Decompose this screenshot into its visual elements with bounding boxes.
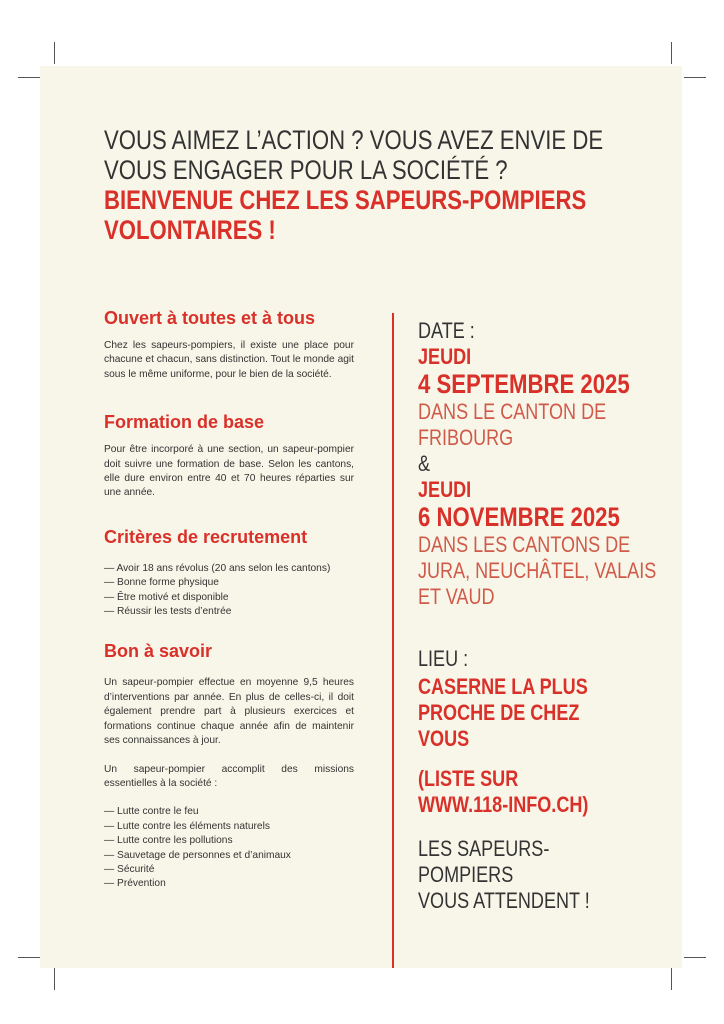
event-date: 4 SEPTEMBRE 2025 bbox=[418, 369, 630, 399]
event-place: JURA, NEUCHÂTEL, VALAIS bbox=[418, 558, 657, 583]
list-item: — Lutte contre les éléments naturels bbox=[104, 820, 354, 834]
day-label: JEUDI bbox=[418, 344, 472, 369]
event-place: ET VAUD bbox=[418, 584, 495, 609]
crop-mark bbox=[671, 42, 672, 64]
event-place: DANS LE CANTON DE bbox=[418, 399, 607, 424]
list-link-text: WWW.118-INFO.CH) bbox=[418, 792, 589, 817]
list-item: — Être motivé et disponible bbox=[104, 591, 354, 605]
section-text-bon: Un sapeur-pompier effectue en moyenne 9,5 heures d’interventions par année. En plus de celles-ci, il doit également prendre part à plusieurs exercices et formations continue chaque année afin de maintenir ses connaissances à jour. bbox=[104, 677, 354, 747]
closing-text: POMPIERS bbox=[418, 862, 514, 887]
info-column bbox=[104, 308, 354, 892]
column-divider bbox=[392, 313, 394, 968]
ampersand: & bbox=[418, 451, 431, 476]
section-title-formation: Formation de base bbox=[104, 412, 265, 433]
date-label: DATE : bbox=[418, 318, 475, 343]
day-label: JEUDI bbox=[418, 477, 472, 502]
crop-mark bbox=[684, 77, 706, 78]
list-item: — Lutte contre le feu bbox=[104, 805, 354, 819]
crop-mark bbox=[671, 968, 672, 990]
missions-list bbox=[104, 805, 354, 891]
criteria-list bbox=[104, 562, 354, 620]
lieu-text: CASERNE LA PLUS bbox=[418, 674, 588, 699]
section-title-ouvert: Ouvert à toutes et à tous bbox=[104, 308, 316, 328]
headline-line: VOUS ENGAGER POUR LA SOCIÉTÉ ? bbox=[104, 155, 508, 185]
section-title-criteres: Critères de recrutement bbox=[104, 526, 308, 547]
headline-line: VOUS AIMEZ L’ACTION ? VOUS AVEZ ENVIE DE bbox=[104, 125, 604, 155]
event-place: FRIBOURG bbox=[418, 425, 514, 450]
section-text-formation: Pour être incorporé à une section, un sapeur-pompier doit suivre une formation de base. Selon les cantons, elle dure environ entre 40 et 70 heures réparties sur une année. bbox=[104, 444, 354, 499]
headline bbox=[104, 125, 662, 245]
list-item: — Avoir 18 ans révolus (20 ans selon les cantons) bbox=[104, 562, 354, 576]
crop-mark bbox=[54, 42, 55, 64]
crop-mark bbox=[18, 77, 40, 78]
headline-highlight: BIENVENUE CHEZ LES SAPEURS-POMPIERS bbox=[104, 185, 587, 215]
headline-highlight: VOLONTAIRES ! bbox=[104, 215, 276, 245]
list-item: — Réussir les tests d’entrée bbox=[104, 605, 354, 619]
list-item: — Bonne forme physique bbox=[104, 576, 354, 590]
list-link-text: (LISTE SUR bbox=[418, 766, 519, 791]
list-item: — Sécurité bbox=[104, 863, 354, 877]
event-date: 6 NOVEMBRE 2025 bbox=[418, 502, 620, 532]
lieu-label: LIEU : bbox=[418, 646, 469, 671]
list-item: — Prévention bbox=[104, 877, 354, 891]
crop-mark bbox=[18, 957, 40, 958]
list-item: — Lutte contre les pollutions bbox=[104, 834, 354, 848]
closing-text: VOUS ATTENDENT ! bbox=[418, 888, 590, 913]
list-item: — Sauvetage de personnes et d’animaux bbox=[104, 849, 354, 863]
closing-text: LES SAPEURS- bbox=[418, 836, 550, 861]
section-text-missions: Un sapeur-pompier accomplit des missions essentielles à la société : bbox=[104, 763, 354, 789]
event-place: DANS LES CANTONS DE bbox=[418, 532, 631, 557]
section-title-bon: Bon à savoir bbox=[104, 641, 213, 662]
event-column bbox=[418, 318, 664, 914]
crop-mark bbox=[684, 957, 706, 958]
crop-mark bbox=[54, 968, 55, 990]
lieu-text: PROCHE DE CHEZ bbox=[418, 700, 580, 725]
section-text-ouvert: Chez les sapeurs-pompiers, il existe une place pour chacune et chacun, sans distinction. Tout le monde agit sous le même uniforme, pour le bien de la société. bbox=[104, 340, 354, 380]
lieu-text: VOUS bbox=[418, 726, 470, 751]
